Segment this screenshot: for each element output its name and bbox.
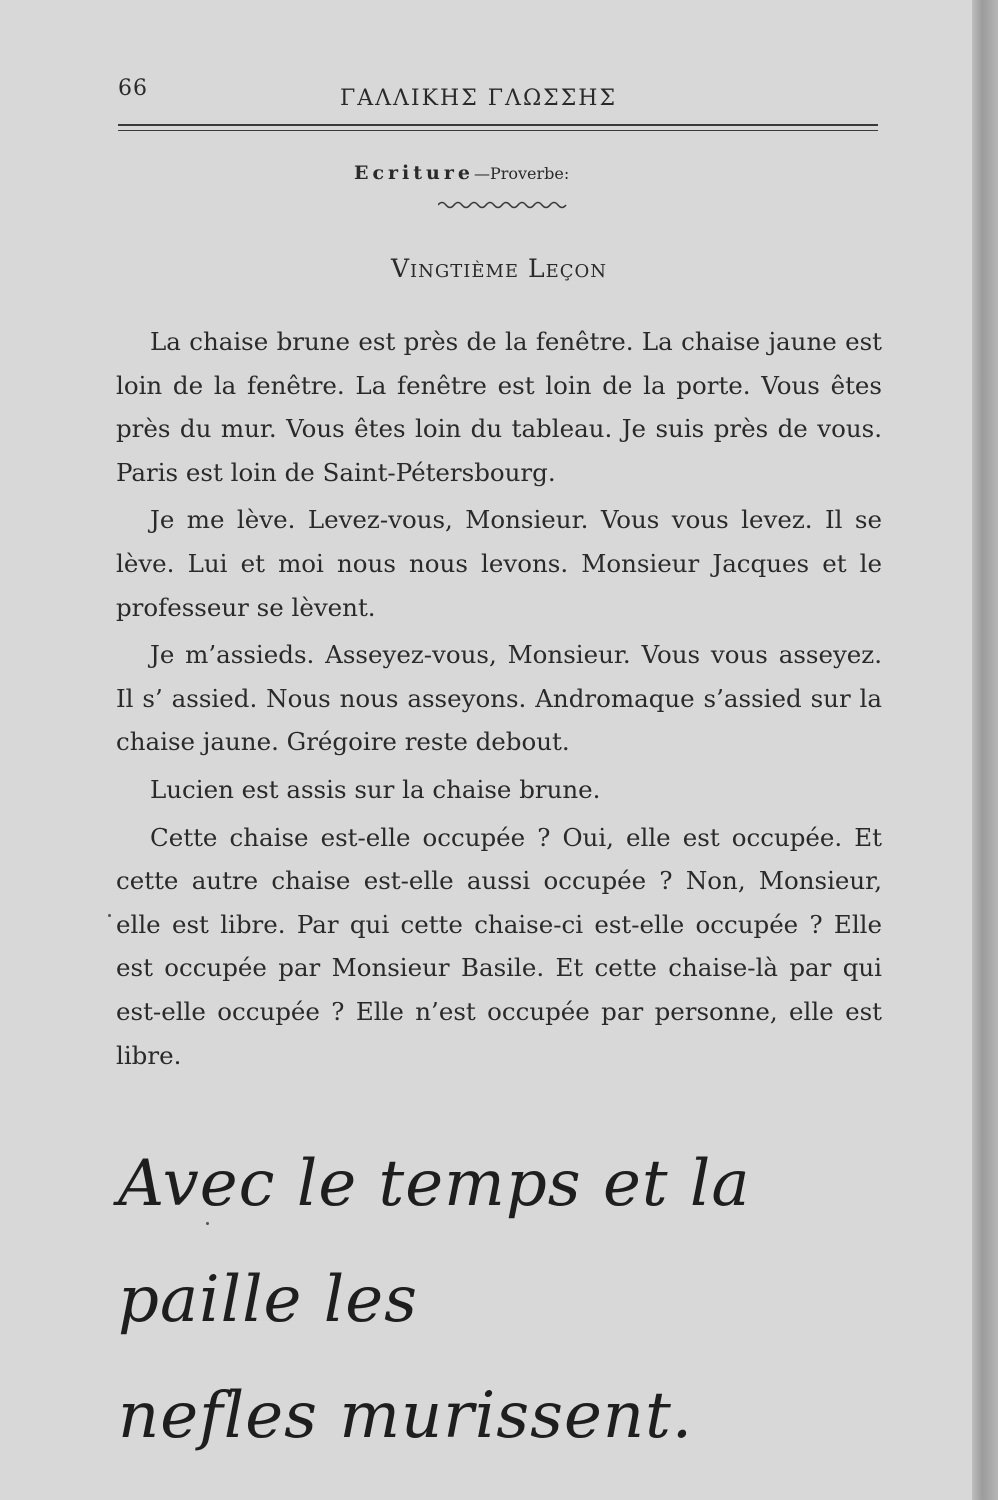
paragraph: Lucien est assis sur la chaise brune. (150, 774, 601, 804)
header-rule (118, 124, 878, 131)
section-label-sub: —Proverbe: (473, 164, 570, 183)
page-number: 66 (118, 76, 148, 101)
paragraph: Je me lève. Levez-vous, Monsieur. Vous vous levez. Il se lève. Lui et moi nous nous levons. Monsieur Jacques et le professeur se lèvent. (116, 505, 882, 622)
lesson-body (116, 320, 882, 1081)
section-label-main: Ecriture (354, 162, 474, 184)
lesson-title: Vingtième Leçon (390, 254, 608, 283)
paragraph: Cette chaise est-elle occupée ? Oui, elle est occupée. Et cette autre chaise est-elle aussi occupée ? Non, Monsieur, elle est libre. Par qui cette chaise-ci est-elle occupée ? Elle est occupée par Monsieur Basile. Et cette chaise-là par qui est-elle occupée ? Elle n’est occupée par personne, elle est libre. (116, 822, 882, 1070)
proverb-line-1: Avec le temps et la paille les (118, 1147, 751, 1337)
running-title: ΓΑΛΛΙΚΗΣ ΓΛΩΣΣΗΣ (340, 86, 618, 111)
ink-speck (108, 914, 111, 917)
handwritten-proverb (118, 1126, 898, 1474)
page-edge (972, 0, 998, 1500)
paragraph: Je m’assieds. Asseyez-vous, Monsieur. Vous vous asseyez. Il s’ assied. Nous nous asseyons. Andromaque s’assied sur la chaise jaune. Grégoire reste debout. (116, 640, 882, 757)
ink-speck (206, 1222, 209, 1225)
paragraph: La chaise brune est près de la fenêtre. La chaise jaune est loin de la fenêtre. La fenêtre est loin de la porte. Vous êtes près du mur. Vous êtes loin du tableau. Je suis près de vous. Paris est loin de Saint-Pétersbourg. (116, 327, 882, 487)
section-label (354, 162, 569, 184)
proverb-line-2: nefles murissent. (118, 1379, 694, 1453)
wavy-ornament (438, 198, 568, 212)
